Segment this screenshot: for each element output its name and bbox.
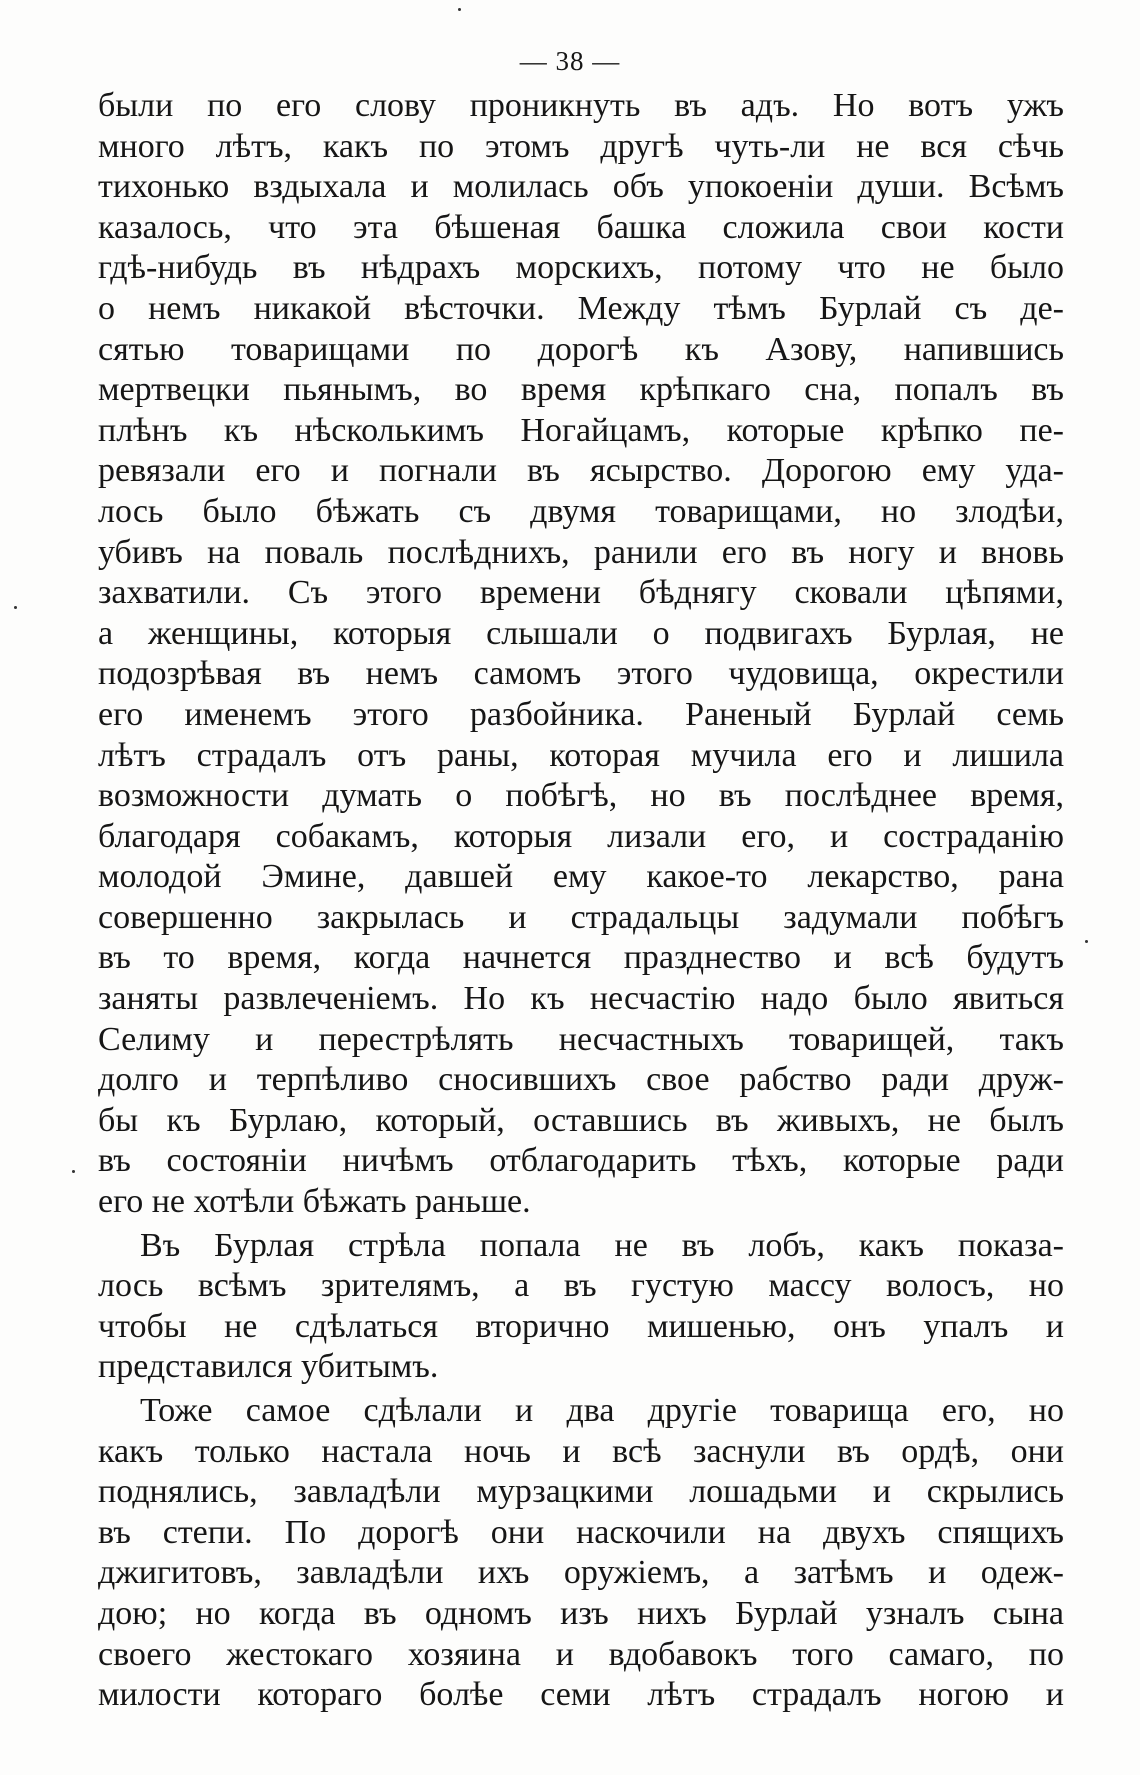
paragraph (98, 1226, 1064, 1388)
print-speck (458, 8, 461, 11)
text-line: мертвецки пьянымъ, во время крѣпкаго сна, попалъ въ (98, 371, 1064, 409)
text-line: лѣтъ страдалъ отъ раны, которая мучила его и лишила (98, 736, 1064, 774)
text-line: гдѣ-нибудь въ нѣдрахъ морскихъ, потому что не было (98, 249, 1064, 287)
text-line: своего жестокаго хозяина и вдобавокъ того самаго, по (98, 1635, 1064, 1673)
print-speck (14, 606, 17, 609)
print-speck (1085, 940, 1088, 943)
text-line: въ то время, когда начнется празднество и всѣ будутъ (98, 939, 1064, 977)
paragraph (98, 1391, 1064, 1716)
text-line: о немъ никакой вѣсточки. Между тѣмъ Бурлай съ де- (98, 289, 1064, 327)
text-line: лось всѣмъ зрителямъ, а въ густую массу волосъ, но (98, 1267, 1064, 1305)
text-line: много лѣтъ, какъ по этомъ другѣ чуть-ли не вся сѣчь (98, 127, 1064, 165)
text-line: Въ Бурлая стрѣла попала не въ лобъ, какъ показа- (140, 1226, 1064, 1264)
text-line: а женщины, которыя слышали о подвигахъ Бурлая, не (98, 614, 1064, 652)
text-line: Тоже самое сдѣлали и два другiе товарища его, но (140, 1392, 1064, 1429)
text-line: захватили. Съ этого времени бѣднягу сковали цѣпями, (98, 574, 1064, 612)
text-line: его не хотѣли бѣжать раньше. (98, 1183, 531, 1221)
text-line: въ состоянiи ничѣмъ отблагодарить тѣхъ, которые ради (98, 1142, 1064, 1180)
text-line: молодой Эмине, давшей ему какое-то лекарство, рана (98, 858, 1064, 896)
text-line: убивъ на поваль послѣднихъ, ранили его въ ногу и вновь (98, 533, 1064, 571)
text-line: бы къ Бурлаю, который, оставшись въ живыхъ, не былъ (98, 1101, 1064, 1139)
text-line: лось было бѣжать съ двумя товарищами, но злодѣи, (98, 492, 1064, 530)
text-line: тихонько вздыхала и молилась объ упокоенiи души. Всѣмъ (98, 168, 1064, 206)
text-line: представился убитымъ. (98, 1348, 439, 1386)
page-number: — 38 — (519, 46, 621, 76)
text-line: чтобы не сдѣлаться вторично мишенью, онъ упалъ и (98, 1307, 1064, 1345)
text-line: дою; но когда въ одномъ изъ нихъ Бурлай узналъ сына (98, 1594, 1064, 1632)
text-line: въ степи. По дорогѣ они наскочили на двухъ спящихъ (98, 1513, 1064, 1551)
text-line: сятью товарищами по дорогѣ къ Азову, напившись (98, 330, 1064, 368)
text-line: заняты развлеченiемъ. Но къ несчастiю надо было явиться (98, 980, 1064, 1018)
page-body-text (98, 86, 1064, 1716)
print-speck (72, 1170, 75, 1173)
text-line: джигитовъ, завладѣли ихъ оружiемъ, а затѣмъ и одеж- (98, 1554, 1064, 1592)
paragraph (98, 86, 1064, 1223)
text-line: поднялись, завладѣли мурзацкими лошадьми и скрылись (98, 1473, 1064, 1511)
text-line: его именемъ этого разбойника. Раненый Бурлай семь (98, 695, 1064, 733)
text-line: долго и терпѣливо сносившихъ свое рабство ради друж- (98, 1061, 1064, 1099)
text-line: совершенно закрылась и страдальцы задумали побѣгъ (98, 898, 1064, 936)
text-line: плѣнъ къ нѣсколькимъ Ногайцамъ, которые крѣпко пе- (98, 411, 1064, 449)
text-line: подозрѣвая въ немъ самомъ этого чудовища, окрестили (98, 655, 1064, 693)
text-line: Селиму и перестрѣлять несчастныхъ товарищей, такъ (98, 1020, 1064, 1058)
text-line: казалось, что эта бѣшеная башка сложила свои кости (98, 208, 1064, 246)
text-line: ревязали его и погнали въ ясырство. Дорогою ему уда- (98, 452, 1064, 490)
text-line: были по его слову проникнуть въ адъ. Но вотъ ужъ (98, 87, 1064, 124)
text-line: какъ только настала ночь и всѣ заснули въ ордѣ, они (98, 1432, 1064, 1470)
text-line: возможности думать о побѣгѣ, но въ послѣднее время, (98, 777, 1064, 815)
text-line: благодаря собакамъ, которыя лизали его, и состраданiю (98, 817, 1064, 855)
text-line: милости котораго болѣе семи лѣтъ страдалъ ногою и (98, 1676, 1064, 1714)
